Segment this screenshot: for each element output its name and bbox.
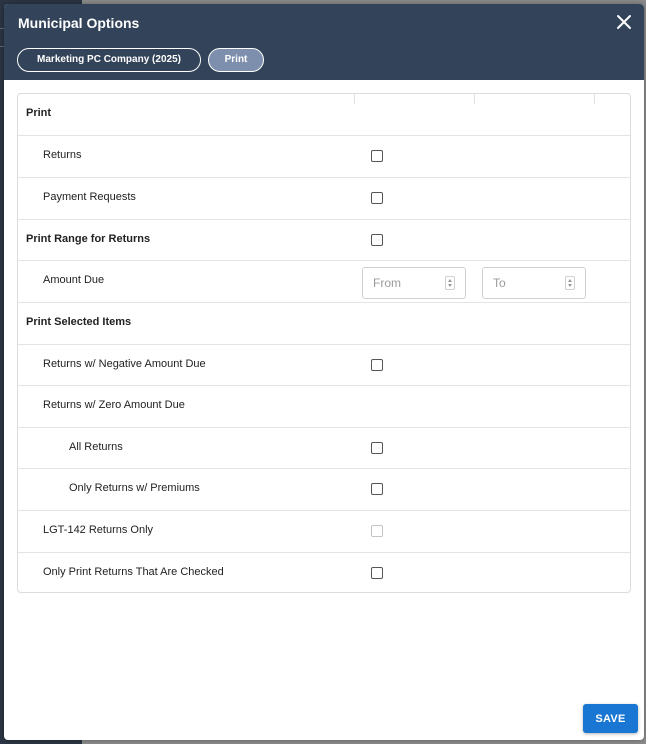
table-row: [18, 303, 630, 345]
municipal-options-dialog: [4, 4, 644, 740]
row-label: Returns w/ Negative Amount Due: [43, 358, 206, 370]
company-chip[interactable]: Marketing PC Company (2025): [17, 48, 201, 72]
row-label: Print Selected Items: [26, 316, 132, 328]
table-row: [18, 94, 630, 136]
amount-from-placeholder: From: [373, 276, 401, 290]
table-row: [18, 136, 630, 178]
row-label: Print: [26, 107, 52, 119]
row-label: Returns: [43, 149, 82, 161]
row-checkbox[interactable]: [371, 483, 383, 495]
table-row: [18, 178, 630, 220]
table-row: [18, 553, 630, 593]
row-label: LGT-142 Returns Only: [43, 524, 154, 536]
save-button[interactable]: SAVE: [583, 704, 638, 733]
table-row: [18, 345, 630, 386]
row-checkbox[interactable]: [371, 150, 383, 162]
row-label: Only Returns w/ Premiums: [69, 482, 200, 494]
dialog-title: Municipal Options: [18, 15, 140, 31]
print-chip[interactable]: Print: [208, 48, 264, 72]
row-checkbox[interactable]: [371, 567, 383, 579]
amount-to-placeholder: To: [493, 276, 506, 290]
close-icon: [614, 12, 634, 32]
row-checkbox[interactable]: [371, 192, 383, 204]
table-row: [18, 428, 630, 469]
table-row: [18, 469, 630, 511]
row-label: Amount Due: [43, 274, 105, 286]
row-checkbox[interactable]: [371, 442, 383, 454]
row-label: All Returns: [69, 441, 123, 453]
dialog-header: [4, 4, 644, 80]
row-label: Returns w/ Zero Amount Due: [43, 399, 185, 411]
spinner-icon[interactable]: [565, 276, 575, 290]
row-checkbox: [371, 525, 383, 537]
row-label: Print Range for Returns: [26, 233, 151, 245]
row-label: Only Print Returns That Are Checked: [43, 566, 224, 578]
row-checkbox[interactable]: [371, 359, 383, 371]
row-label: Payment Requests: [43, 191, 136, 203]
amount-from-input[interactable]: [362, 267, 466, 299]
print-options-table: [17, 93, 631, 593]
close-button[interactable]: [614, 12, 634, 32]
table-row: [18, 511, 630, 553]
spinner-icon[interactable]: [445, 276, 455, 290]
table-row: [18, 220, 630, 261]
amount-to-input[interactable]: [482, 267, 586, 299]
table-row: [18, 261, 630, 303]
table-row: [18, 386, 630, 428]
row-checkbox[interactable]: [371, 234, 383, 246]
